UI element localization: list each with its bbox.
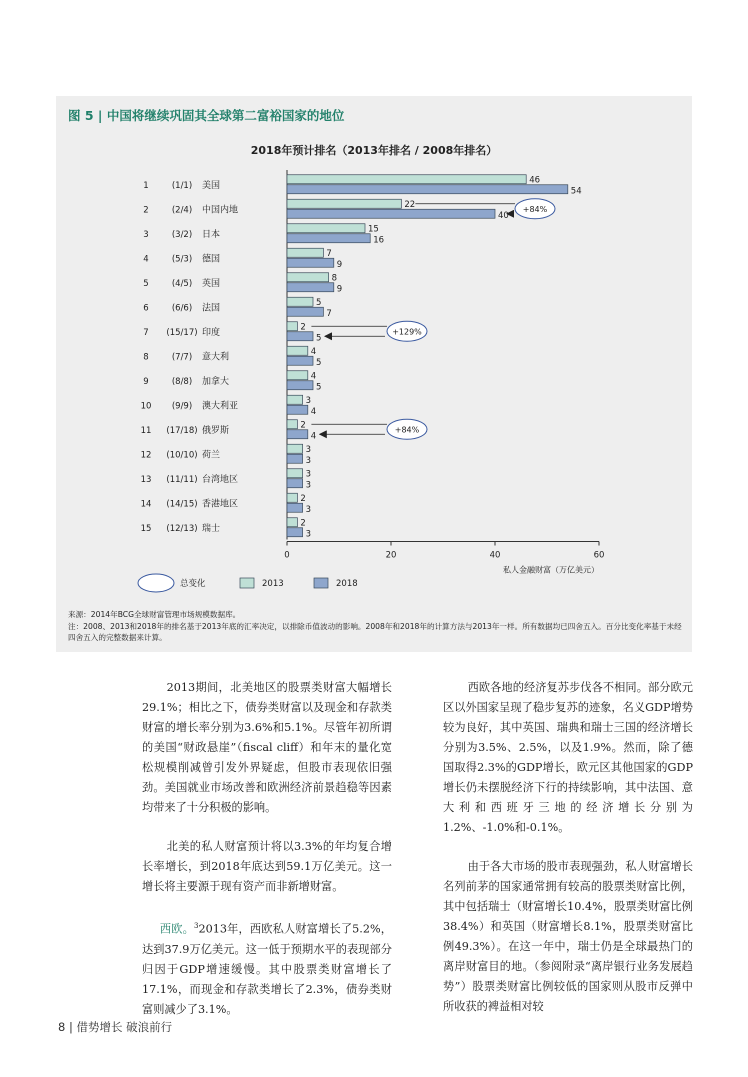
paragraph: 西欧各地的经济复苏步伐各不相同。部分欧元区以外国家呈现了稳步复苏的迹象，名义GDP增势较为良好，其中英国、瑞典和瑞士三国的经济增长分别为3.5%、2.5%，以及1.9%。然而，除了德国取得2.3%的GDP增长，欧元区其他国家的GDP增长仍未摆脱经济下行的持续影响，其中法国、意大利和西班牙三地的经济增长分别为1.2%、-1.0%和-0.1%。 bbox=[443, 681, 693, 834]
data-label-2013: 2 bbox=[300, 420, 306, 431]
data-label-2018: 3 bbox=[305, 455, 312, 466]
prior-rank-label: (3/2) bbox=[171, 229, 193, 240]
source-notes bbox=[68, 609, 686, 644]
country-label: 美国 bbox=[202, 180, 221, 191]
data-label-2018: 54 bbox=[570, 186, 582, 197]
country-label: 香港地区 bbox=[202, 499, 239, 510]
bar-2013 bbox=[287, 175, 526, 184]
x-tick-label: 60 bbox=[593, 550, 605, 561]
data-label-2013: 46 bbox=[529, 175, 541, 186]
bar-2013 bbox=[287, 273, 329, 282]
data-label-2018: 9 bbox=[336, 284, 343, 295]
paragraph bbox=[142, 916, 392, 1020]
bar-2013 bbox=[287, 469, 303, 478]
legend-2018-swatch bbox=[314, 578, 328, 588]
paragraph: 由于各大市场的股市表现强劲，私人财富增长名列前茅的国家通常拥有较高的股票类财富比例，其中包括瑞士（财富增长10.4%，股票类财富比例38.4%）和英国（财富增长8.1%，股票类财富比例49.3%）。在这一年中，瑞士仍是全球最热门的离岸财富目的地。（参阅附录“离岸银行业务发展趋势”）股票类财富比例较低的国家则从股市反弹中所收获的裨益相对较 bbox=[443, 860, 693, 1013]
bar-2018 bbox=[287, 307, 323, 316]
prior-rank-label: (12/13) bbox=[166, 523, 198, 534]
country-label: 印度 bbox=[202, 327, 221, 338]
legend-2013-label: 2013 bbox=[262, 579, 284, 589]
legend-change-label: 总变化 bbox=[180, 579, 206, 589]
country-label: 中国内地 bbox=[202, 205, 239, 216]
bar-2018 bbox=[287, 209, 495, 218]
country-label: 德国 bbox=[202, 254, 221, 265]
rank-label: 11 bbox=[140, 425, 152, 436]
bar-2013 bbox=[287, 518, 297, 527]
body-column-left bbox=[142, 678, 392, 1039]
country-label: 澳大利亚 bbox=[202, 401, 239, 412]
country-label: 台湾地区 bbox=[202, 474, 239, 485]
bar-2013 bbox=[287, 420, 297, 429]
data-label-2018: 5 bbox=[316, 333, 322, 344]
bar-2013 bbox=[287, 224, 365, 233]
rank-label: 7 bbox=[143, 327, 149, 338]
prior-rank-label: (17/18) bbox=[166, 425, 198, 436]
bar-2018 bbox=[287, 479, 303, 488]
rank-label: 6 bbox=[143, 303, 149, 314]
bar-2013 bbox=[287, 346, 308, 355]
paragraph: 北美的私人财富预计将以3.3%的年均复合增长率增长，到2018年底达到59.1万亿美元。这一增长将主要源于现有资产而非新增财富。 bbox=[142, 840, 392, 893]
prior-rank-label: (9/9) bbox=[171, 401, 193, 412]
data-label-2018: 9 bbox=[336, 259, 343, 270]
prior-rank-label: (10/10) bbox=[166, 450, 198, 461]
data-label-2013: 3 bbox=[305, 469, 312, 480]
rank-label: 13 bbox=[140, 474, 152, 485]
rank-label: 10 bbox=[140, 401, 152, 412]
data-label-2013: 8 bbox=[331, 273, 338, 284]
note-text: 注：2008、2013和2018年的排名基于2013年底的汇率决定，以排除币值波动的影响。2008年和2018年的计算方法与2013年一样。所有数据均已四舍五入。百分比变化率基于未经四舍五入的完整数据来计算。 bbox=[68, 621, 682, 642]
data-label-2018: 5 bbox=[316, 382, 322, 393]
page-number: 8 bbox=[58, 1020, 66, 1034]
bar-2018 bbox=[287, 381, 313, 390]
legend-change-symbol bbox=[138, 574, 174, 592]
country-label: 意大利 bbox=[202, 352, 230, 363]
figure-title: 图 5 | 中国将继续巩固其全球第二富裕国家的地位 bbox=[68, 108, 345, 123]
legend-2018-label: 2018 bbox=[336, 579, 358, 589]
prior-rank-label: (7/7) bbox=[171, 352, 193, 363]
rank-label: 3 bbox=[143, 229, 149, 240]
prior-rank-label: (8/8) bbox=[171, 376, 193, 387]
data-label-2013: 2 bbox=[300, 493, 306, 504]
bar-2013 bbox=[287, 248, 323, 257]
legend-2013-swatch bbox=[240, 578, 254, 588]
prior-rank-label: (6/6) bbox=[171, 303, 193, 314]
x-tick-label: 20 bbox=[385, 550, 397, 561]
prior-rank-label: (11/11) bbox=[166, 474, 198, 485]
body-column-right bbox=[443, 678, 693, 1036]
data-label-2013: 4 bbox=[310, 346, 317, 357]
prior-rank-label: (1/1) bbox=[171, 180, 193, 191]
data-label-2018: 16 bbox=[373, 235, 385, 246]
data-label-2013: 3 bbox=[305, 444, 312, 455]
bar-2018 bbox=[287, 356, 313, 365]
source-text: 来源：2014年BCG全球财富管理市场规模数据库。 bbox=[68, 610, 241, 619]
country-label: 法国 bbox=[202, 303, 221, 314]
prior-rank-label: (15/17) bbox=[166, 327, 198, 338]
rank-label: 4 bbox=[143, 254, 149, 265]
change-label: +84% bbox=[394, 425, 420, 435]
change-label: +84% bbox=[522, 204, 548, 214]
data-label-2013: 7 bbox=[326, 248, 332, 259]
footnote-ref[interactable]: 3 bbox=[194, 922, 199, 930]
footer-title: 借势增长 破浪前行 bbox=[76, 1020, 173, 1034]
data-label-2018: 4 bbox=[310, 406, 317, 417]
country-label: 俄罗斯 bbox=[202, 425, 230, 436]
rank-label: 1 bbox=[143, 180, 149, 191]
bar-2018 bbox=[287, 405, 308, 414]
data-label-2013: 15 bbox=[368, 224, 379, 235]
rank-label: 15 bbox=[140, 523, 152, 534]
x-axis-label: 私人金融财富（万亿美元） bbox=[503, 565, 599, 575]
bar-2013 bbox=[287, 371, 308, 380]
prior-rank-label: (2/4) bbox=[171, 205, 193, 216]
rank-label: 14 bbox=[140, 499, 152, 510]
bar-2018 bbox=[287, 234, 370, 243]
page-footer bbox=[58, 1019, 172, 1035]
bar-2018 bbox=[287, 454, 303, 463]
country-label: 日本 bbox=[202, 229, 221, 240]
data-label-2018: 5 bbox=[316, 357, 322, 368]
data-label-2018: 7 bbox=[326, 308, 332, 319]
bar-2018 bbox=[287, 258, 334, 267]
prior-rank-label: (14/15) bbox=[166, 499, 198, 510]
bar-2013 bbox=[287, 199, 401, 208]
bar-2013 bbox=[287, 322, 297, 331]
chart-title: 2018年预计排名（2013年排名 / 2008年排名） bbox=[250, 144, 498, 157]
change-label: +129% bbox=[392, 327, 422, 337]
country-label: 荷兰 bbox=[202, 450, 221, 461]
bar-2018 bbox=[287, 332, 313, 341]
data-label-2013: 2 bbox=[300, 322, 306, 333]
data-label-2013: 3 bbox=[305, 395, 312, 406]
bar-2018 bbox=[287, 185, 568, 194]
footer-separator: | bbox=[68, 1020, 77, 1034]
data-label-2013: 4 bbox=[310, 371, 317, 382]
bar-2013 bbox=[287, 444, 303, 453]
rank-label: 12 bbox=[140, 450, 152, 461]
country-label: 英国 bbox=[202, 278, 221, 289]
data-label-2013: 2 bbox=[300, 518, 306, 529]
bar-2018 bbox=[287, 503, 303, 512]
bar-2018 bbox=[287, 528, 303, 537]
bar-2013 bbox=[287, 493, 297, 502]
paragraph-heading: 西欧。 bbox=[159, 922, 195, 936]
data-label-2018: 4 bbox=[310, 431, 317, 442]
prior-rank-label: (5/3) bbox=[171, 254, 193, 265]
bar-2013 bbox=[287, 297, 313, 306]
bar-2018 bbox=[287, 283, 334, 292]
data-label-2013: 22 bbox=[404, 199, 416, 210]
paragraph-text: 2013年，西欧私人财富增长了5.2%，达到37.9万亿美元。这一低于预期水平的表现部分归因于GDP增速缓慢。其中股票类财富增长了17.1%，而现金和存款类增长了2.3%，债券类财富则减少了3.1%。 bbox=[142, 922, 392, 1016]
paragraph: 2013期间，北美地区的股票类财富大幅增长29.1%；相比之下，债券类财富以及现金和存款类财富的增长率分别为3.6%和5.1%。尽管年初所谓的美国“财政悬崖”（fiscal cliff）和年末的量化宽松规模削减曾引发外界疑虑，但股市表现依旧强劲。美国就业市场改善和欧洲经济前景趋稳等因素均带来了十分积极的影响。 bbox=[142, 681, 392, 814]
bar-2018 bbox=[287, 430, 308, 439]
data-label-2018: 3 bbox=[305, 480, 312, 491]
rank-label: 9 bbox=[143, 376, 149, 387]
country-label: 加拿大 bbox=[202, 376, 230, 387]
rank-label: 2 bbox=[143, 205, 149, 216]
prior-rank-label: (4/5) bbox=[171, 278, 193, 289]
rank-label: 8 bbox=[143, 352, 149, 363]
country-label: 瑞士 bbox=[202, 523, 221, 534]
x-tick-label: 40 bbox=[489, 550, 501, 561]
bar-2013 bbox=[287, 395, 303, 404]
data-label-2018: 3 bbox=[305, 504, 312, 515]
data-label-2018: 3 bbox=[305, 529, 312, 540]
data-label-2018: 40 bbox=[498, 210, 509, 221]
x-tick-label: 0 bbox=[284, 550, 290, 561]
rank-label: 5 bbox=[143, 278, 149, 289]
data-label-2013: 5 bbox=[316, 297, 322, 308]
